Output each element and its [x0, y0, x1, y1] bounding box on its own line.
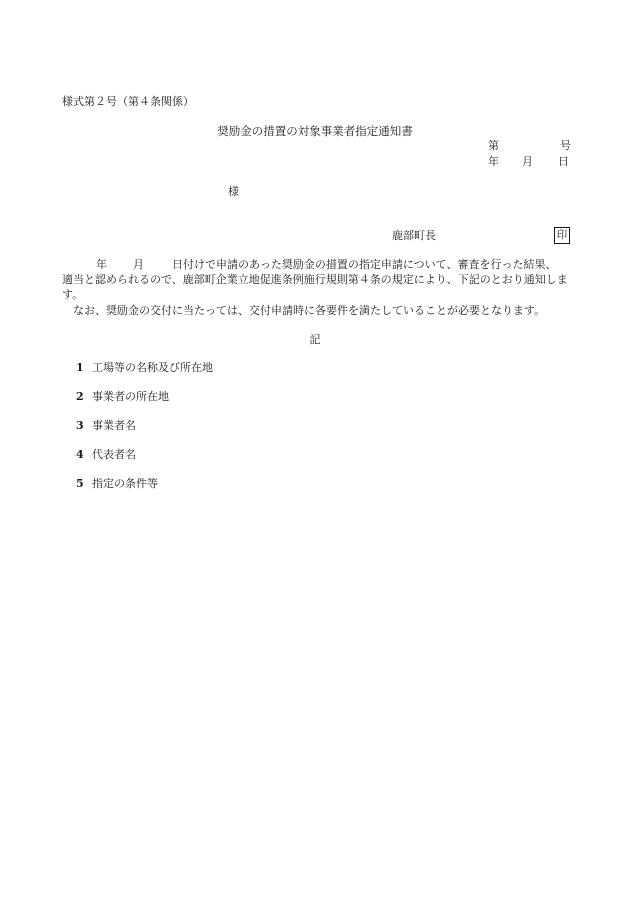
blank-day-text: 日付けで申請のあった奨励金の措置の指定申請について、審査を行った結果、	[172, 258, 557, 271]
number-prefix: 第	[488, 139, 499, 152]
form-number-label: 様式第２号（第４条関係）	[62, 95, 194, 108]
list-item	[76, 420, 136, 431]
list-item	[76, 478, 158, 489]
list-item-number: 5	[76, 477, 84, 490]
blank-year: 年	[96, 258, 107, 271]
addressee-honorific: 様	[228, 185, 239, 198]
document-title: 奨励金の措置の対象事業者指定通知書	[217, 124, 413, 138]
list-item-label: 代表者名	[92, 448, 136, 461]
body-paragraph-1	[62, 257, 568, 302]
date-month: 月	[522, 155, 533, 168]
date-year: 年	[488, 155, 499, 168]
list-item-number: 4	[76, 448, 84, 461]
body-paragraph-2: なお、奨励金の交付に当たっては、交付申請時に各要件を満たしていることが必要となります。	[73, 304, 546, 317]
list-item	[76, 391, 169, 402]
list-item-number: 2	[76, 390, 84, 403]
issuer-name: 鹿部町長	[392, 229, 436, 242]
list-item-label: 指定の条件等	[92, 477, 158, 490]
list-item-label: 事業者の所在地	[92, 390, 169, 403]
blank-month: 月	[133, 258, 144, 271]
number-suffix: 号	[560, 139, 571, 152]
body-paragraph-1-rest: 適当と認められるので、鹿部町企業立地促進条例施行規則第４条の規定により、下記のとおり通知します。	[62, 273, 568, 301]
list-item-number: 3	[76, 419, 84, 432]
body-paragraph-1-line-1	[62, 257, 568, 272]
list-item	[76, 449, 136, 460]
list-item-label: 工場等の名称及び所在地	[92, 361, 213, 374]
seal-mark: 印	[554, 227, 570, 244]
list-item-number: 1	[76, 361, 84, 374]
record-heading: 記	[309, 333, 321, 346]
list-item-label: 事業者名	[92, 419, 136, 432]
list-item	[76, 362, 213, 373]
date-day: 日	[558, 155, 569, 168]
